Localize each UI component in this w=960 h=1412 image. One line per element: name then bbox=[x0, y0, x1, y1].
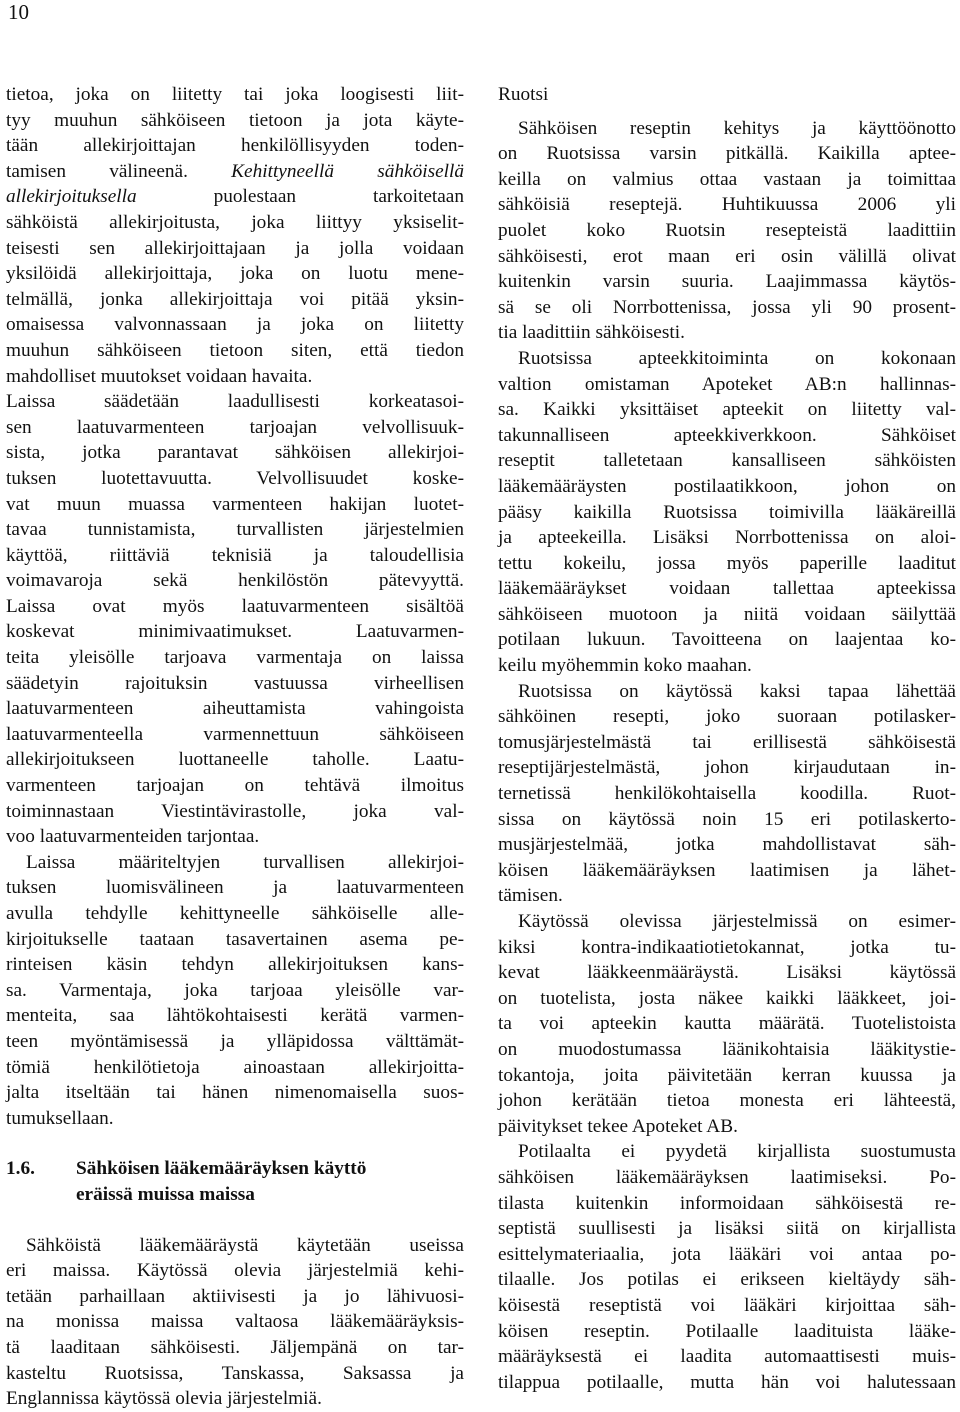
paragraph-systems-databases bbox=[498, 909, 956, 1139]
paragraph-patient-consent bbox=[498, 1139, 956, 1395]
page-number: 10 bbox=[8, 0, 29, 24]
paragraph-equal-status bbox=[6, 850, 464, 1132]
section-title: Sähköisen lääkemääräyksen käyttö bbox=[76, 1158, 367, 1180]
paragraph-sweden-development bbox=[498, 116, 956, 346]
text-line: tyy muuhun sähköiseen tietoon ja jota käyte- bbox=[6, 109, 464, 131]
text-line: sen laatuvarmenteen tarjoajan velvollisuuk- bbox=[6, 416, 464, 438]
text-line: eri maissa. Käytössä olevia järjestelmiä kehi- bbox=[6, 1260, 464, 1282]
text-line: kiksi kontra-indikaatiotietokannat, jotka tu- bbox=[498, 936, 956, 958]
text-line: määräyksestä ei laadita automaattisesti muis- bbox=[498, 1346, 956, 1368]
text-line: tömiä henkilötietoja ainoastaan allekirjoitta- bbox=[6, 1056, 464, 1078]
text-line: keilla on valmius ottaa vastaan ja toimittaa bbox=[498, 168, 956, 190]
text-line: vat muun muassa varmenteen hakijan luotet- bbox=[6, 493, 464, 515]
text-line: tokantoja, joita päivitetään kerran kuussa ja bbox=[498, 1064, 956, 1086]
text-line: teen myöntämisessä ja ylläpidossa välttämät- bbox=[6, 1030, 464, 1052]
text-line: sähköiseen muotoon ja niitä voidaan säilyttää bbox=[498, 603, 956, 625]
text-line: voimavaroja sekä henkilöstön pätevyyttä. bbox=[6, 570, 464, 592]
section-heading-line bbox=[6, 1156, 464, 1182]
text-line: rinteisen käsin tehdyn allekirjoituksen kans- bbox=[6, 954, 464, 976]
text-line: sa. Varmentaja, joka tarjoaa yleisölle var- bbox=[6, 979, 464, 1001]
text-line: reseptijärjestelmästä, johon kirjaudutaan in- bbox=[498, 757, 956, 779]
paragraph-apoteket bbox=[498, 346, 956, 679]
text-line: käyttöä, riittäviä teknisiä ja taloudellisia bbox=[6, 544, 464, 566]
paragraph-signature-definition bbox=[6, 82, 464, 389]
text-line: kuitenkin varsin suuria. Laajimmassa käytös- bbox=[498, 271, 956, 293]
text-line: koskevat minimivaatimukset. Laatuvarmen- bbox=[6, 621, 464, 643]
text-line: Sähköisen reseptin kehitys ja käyttöönotto bbox=[518, 117, 956, 139]
text-line: keilu myöhemmin koko maahan. bbox=[498, 655, 752, 677]
text-line: sähköinen resepti, joko suoraan potilasker- bbox=[498, 706, 956, 728]
text-line: tä laaditaan sähköisesti. Jäljempänä on tar- bbox=[6, 1336, 464, 1358]
text-line: tuksen luotettavuutta. Velvollisuudet koske- bbox=[6, 467, 464, 489]
text-line: musjärjestelmää, jotka mahdollistavat säh- bbox=[498, 834, 956, 856]
section-heading-line: eräissä muissa maissa bbox=[76, 1183, 255, 1205]
text-line: tia laadittiin sähköisesti. bbox=[498, 322, 685, 344]
text-line: sa. Kaikki yksittäiset apteekit on liitetty val- bbox=[498, 399, 956, 421]
text-line: Ruotsissa on käytössä kaksi tapaa lähettää bbox=[518, 680, 956, 702]
text-line: Laissa säädetään laadullisesti korkeatasoi- bbox=[6, 391, 464, 413]
text-line: Sähköistä lääkemääräystä käytetään useissa bbox=[26, 1234, 464, 1256]
text-line: kirjoitukselle taataan tasavertainen asema pe- bbox=[6, 928, 464, 950]
text-line: on Ruotsissa varsin pitkällä. Kaikilla aptee- bbox=[498, 143, 956, 165]
text-line: menteita, saa lähtökohtaisesti kerätä varmen- bbox=[6, 1005, 464, 1027]
text-line: Laissa ovat myös laatuvarmenteen sisältöä bbox=[6, 595, 464, 617]
text-line: sissa on käytössä noin 15 eri potilaskerto- bbox=[498, 808, 956, 830]
text-line: tään allekirjoittajan henkilöllisyyden toden- bbox=[6, 135, 464, 157]
text-line: lääkemääräykset voidaan tallettaa apteekissa bbox=[498, 578, 956, 600]
text-line: tilaalle. Jos potilas ei erikseen kieltäydy säh- bbox=[498, 1269, 956, 1291]
text-line: sä se oli Norrbottenissa, jossa yli 90 prosent- bbox=[498, 296, 956, 318]
text-line: köisestä reseptistä voi lääkäri kirjoittaa säh- bbox=[498, 1294, 956, 1316]
text-line: sähköistä allekirjoitusta, joka liittyy yksiselit- bbox=[6, 211, 464, 233]
text-line: puolet koko Ruotsin resepteistä laadittiin bbox=[498, 219, 956, 241]
text-line: tilappua potilaalle, mutta hän voi halutessaan bbox=[498, 1371, 956, 1393]
text-line: köisen lääkemääräyksen laatimisen ja lähet- bbox=[498, 859, 956, 881]
text-line: ja apteekeilla. Lisäksi Norrbottenissa on aloi- bbox=[498, 527, 956, 549]
text-line: laatuvarmenteella varmennettuun sähköiseen bbox=[6, 723, 464, 745]
text-line: päivitykset tekee Apoteket AB. bbox=[498, 1115, 738, 1137]
text-line: tilasta kuitenkin informoidaan sähköisestä re- bbox=[498, 1192, 956, 1214]
text-line: toiminnastaan Viestintävirastolle, joka val- bbox=[6, 800, 464, 822]
subheading-ruotsi: Ruotsi bbox=[498, 84, 549, 105]
text-line: voo laatuvarmenteiden tarjontaa. bbox=[6, 826, 260, 848]
text-line: tietoa, joka on liitetty tai joka loogisesti liit- bbox=[6, 84, 464, 105]
text-line: telmällä, jonka allekirjoittaja voi pitää yksin- bbox=[6, 288, 464, 310]
text-line: avulla tehdylle kehittyneelle sähköiselle alle- bbox=[6, 903, 464, 924]
text-line: valtion omistaman Apoteket AB:n hallinnas- bbox=[498, 373, 956, 395]
text-line: pääsy kaikilla Ruotsissa toimivilla lääkäreillä bbox=[498, 501, 956, 523]
text-line: muuhun sähköiseen tietoon siten, että tiedon bbox=[6, 339, 464, 361]
text-line: on tuotelista, josta näkee kaikki lääkkeet, joi- bbox=[498, 987, 956, 1009]
text-line: teisesti sen allekirjoittajaan ja jolla voidaan bbox=[6, 237, 464, 259]
text-line: Ruotsissa apteekkitoiminta on kokonaan bbox=[518, 347, 956, 369]
text-line: kevat lääkkeenmääräystä. Lisäksi käytössä bbox=[498, 962, 956, 984]
text-line: laatuvarmenteen aiheuttamista vahingoista bbox=[6, 698, 464, 720]
text-line: allekirjoitukseen luottaneelle taholle. Laatu- bbox=[6, 749, 464, 771]
text-line: sista, jotka parantavat sähköisen allekirjoi- bbox=[6, 442, 464, 464]
section-number: 1.6. bbox=[6, 1158, 35, 1180]
text-line: jalta itseltään tai hänen nimenomaisella suos- bbox=[6, 1082, 464, 1104]
text-line: tomusjärjestelmästä tai erillisestä sähköisestä bbox=[498, 731, 956, 753]
text-line: on muodostumassa läänikohtaisia lääkitystie- bbox=[498, 1038, 956, 1060]
text-line: sähköisesti, erot maan eri osin välillä olivat bbox=[498, 245, 956, 267]
text-line: tumuksellaan. bbox=[6, 1107, 114, 1129]
text-line: sähköisen lääkemääräyksen laatimiseksi. Po- bbox=[498, 1166, 956, 1188]
text-line: yksilöidä allekirjoittaja, joka on luotu mene- bbox=[6, 263, 464, 285]
text-line: Laissa määriteltyjen turvallisen allekirjoi- bbox=[26, 851, 464, 873]
text-line: tetään parhaillaan aktiivisesti ja jo lähivuosi- bbox=[6, 1285, 464, 1307]
text-line: mahdolliset muutokset voidaan havaita. bbox=[6, 365, 313, 387]
text-line: septistä suullisesti ja lisäksi siitä on kirjallista bbox=[498, 1218, 956, 1240]
text-line: potilaan lukuun. Tavoitteena on laajentaa ko- bbox=[498, 629, 956, 651]
paragraph-sending-methods bbox=[498, 679, 956, 909]
text-line: na monissa maissa valtaosa lääkemääräyksis- bbox=[6, 1311, 464, 1333]
text-line: varmenteen tarjoajan on tehtävä ilmoitus bbox=[6, 775, 464, 797]
text-line: teita yleisölle tarjoava varmentaja on laissa bbox=[6, 647, 464, 669]
text-line: ternetissä henkilökohtaisella koodilla. Ruot- bbox=[498, 783, 956, 805]
text-line: lääkemääräysten postilaatikkoon, johon on bbox=[498, 475, 956, 497]
text-line: Potilaalta ei pyydetä kirjallista suostumusta bbox=[518, 1141, 956, 1163]
text-line bbox=[6, 159, 464, 185]
text-line: tämisen. bbox=[498, 885, 563, 907]
text-line: tavaa tunnistamista, turvallisten järjestelmien bbox=[6, 519, 464, 541]
text-line: takunnalliseen apteekkiverkkoon. Sähköiset bbox=[498, 424, 956, 446]
text-line: Englannissa käytössä olevia järjestelmiä. bbox=[6, 1388, 322, 1410]
section-heading bbox=[6, 1156, 464, 1207]
italic-term: Kehittyneellä sähköisellä bbox=[231, 160, 464, 182]
text-line: reseptit talletetaan kansalliseen sähköisten bbox=[498, 450, 956, 472]
text-line: säädetyin rajoituksin vastuussa virheellisen bbox=[6, 672, 464, 694]
text-line bbox=[6, 184, 464, 210]
text-line: tuksen luomisvälineen ja laatuvarmenteen bbox=[6, 877, 464, 899]
text-line: sähköisiä reseptejä. Huhtikuussa 2006 yli bbox=[498, 194, 956, 216]
paragraph-certificate-provider bbox=[6, 389, 464, 850]
text-line: köisen reseptin. Potilaalle laadituista lääke- bbox=[498, 1320, 956, 1342]
text-run: tamisen välineenä. bbox=[6, 160, 232, 182]
text-line: Käytössä olevissa järjestelmissä on esimer- bbox=[518, 911, 956, 932]
text-line: ta voi apteekin kautta määrätä. Tuotelistoista bbox=[498, 1013, 956, 1035]
paragraph-intro-countries bbox=[6, 1233, 464, 1412]
text-line: johon kerätään tietoa monesta eri lähteestä, bbox=[498, 1090, 956, 1112]
italic-term: allekirjoituksella bbox=[6, 186, 137, 208]
right-column bbox=[498, 82, 956, 1395]
text-line: omaisessa valvonnassaan ja joka on liitetty bbox=[6, 314, 464, 336]
text-line: tettu kokeilu, jossa myös paperille laaditut bbox=[498, 552, 956, 574]
text-run: puolestaan tarkoitetaan bbox=[136, 186, 464, 208]
text-line: kasteltu Ruotsissa, Tanskassa, Saksassa ja bbox=[6, 1362, 464, 1384]
text-line: esittelymateriaalia, jota lääkäri voi antaa po- bbox=[498, 1243, 956, 1265]
left-column bbox=[6, 82, 464, 1412]
